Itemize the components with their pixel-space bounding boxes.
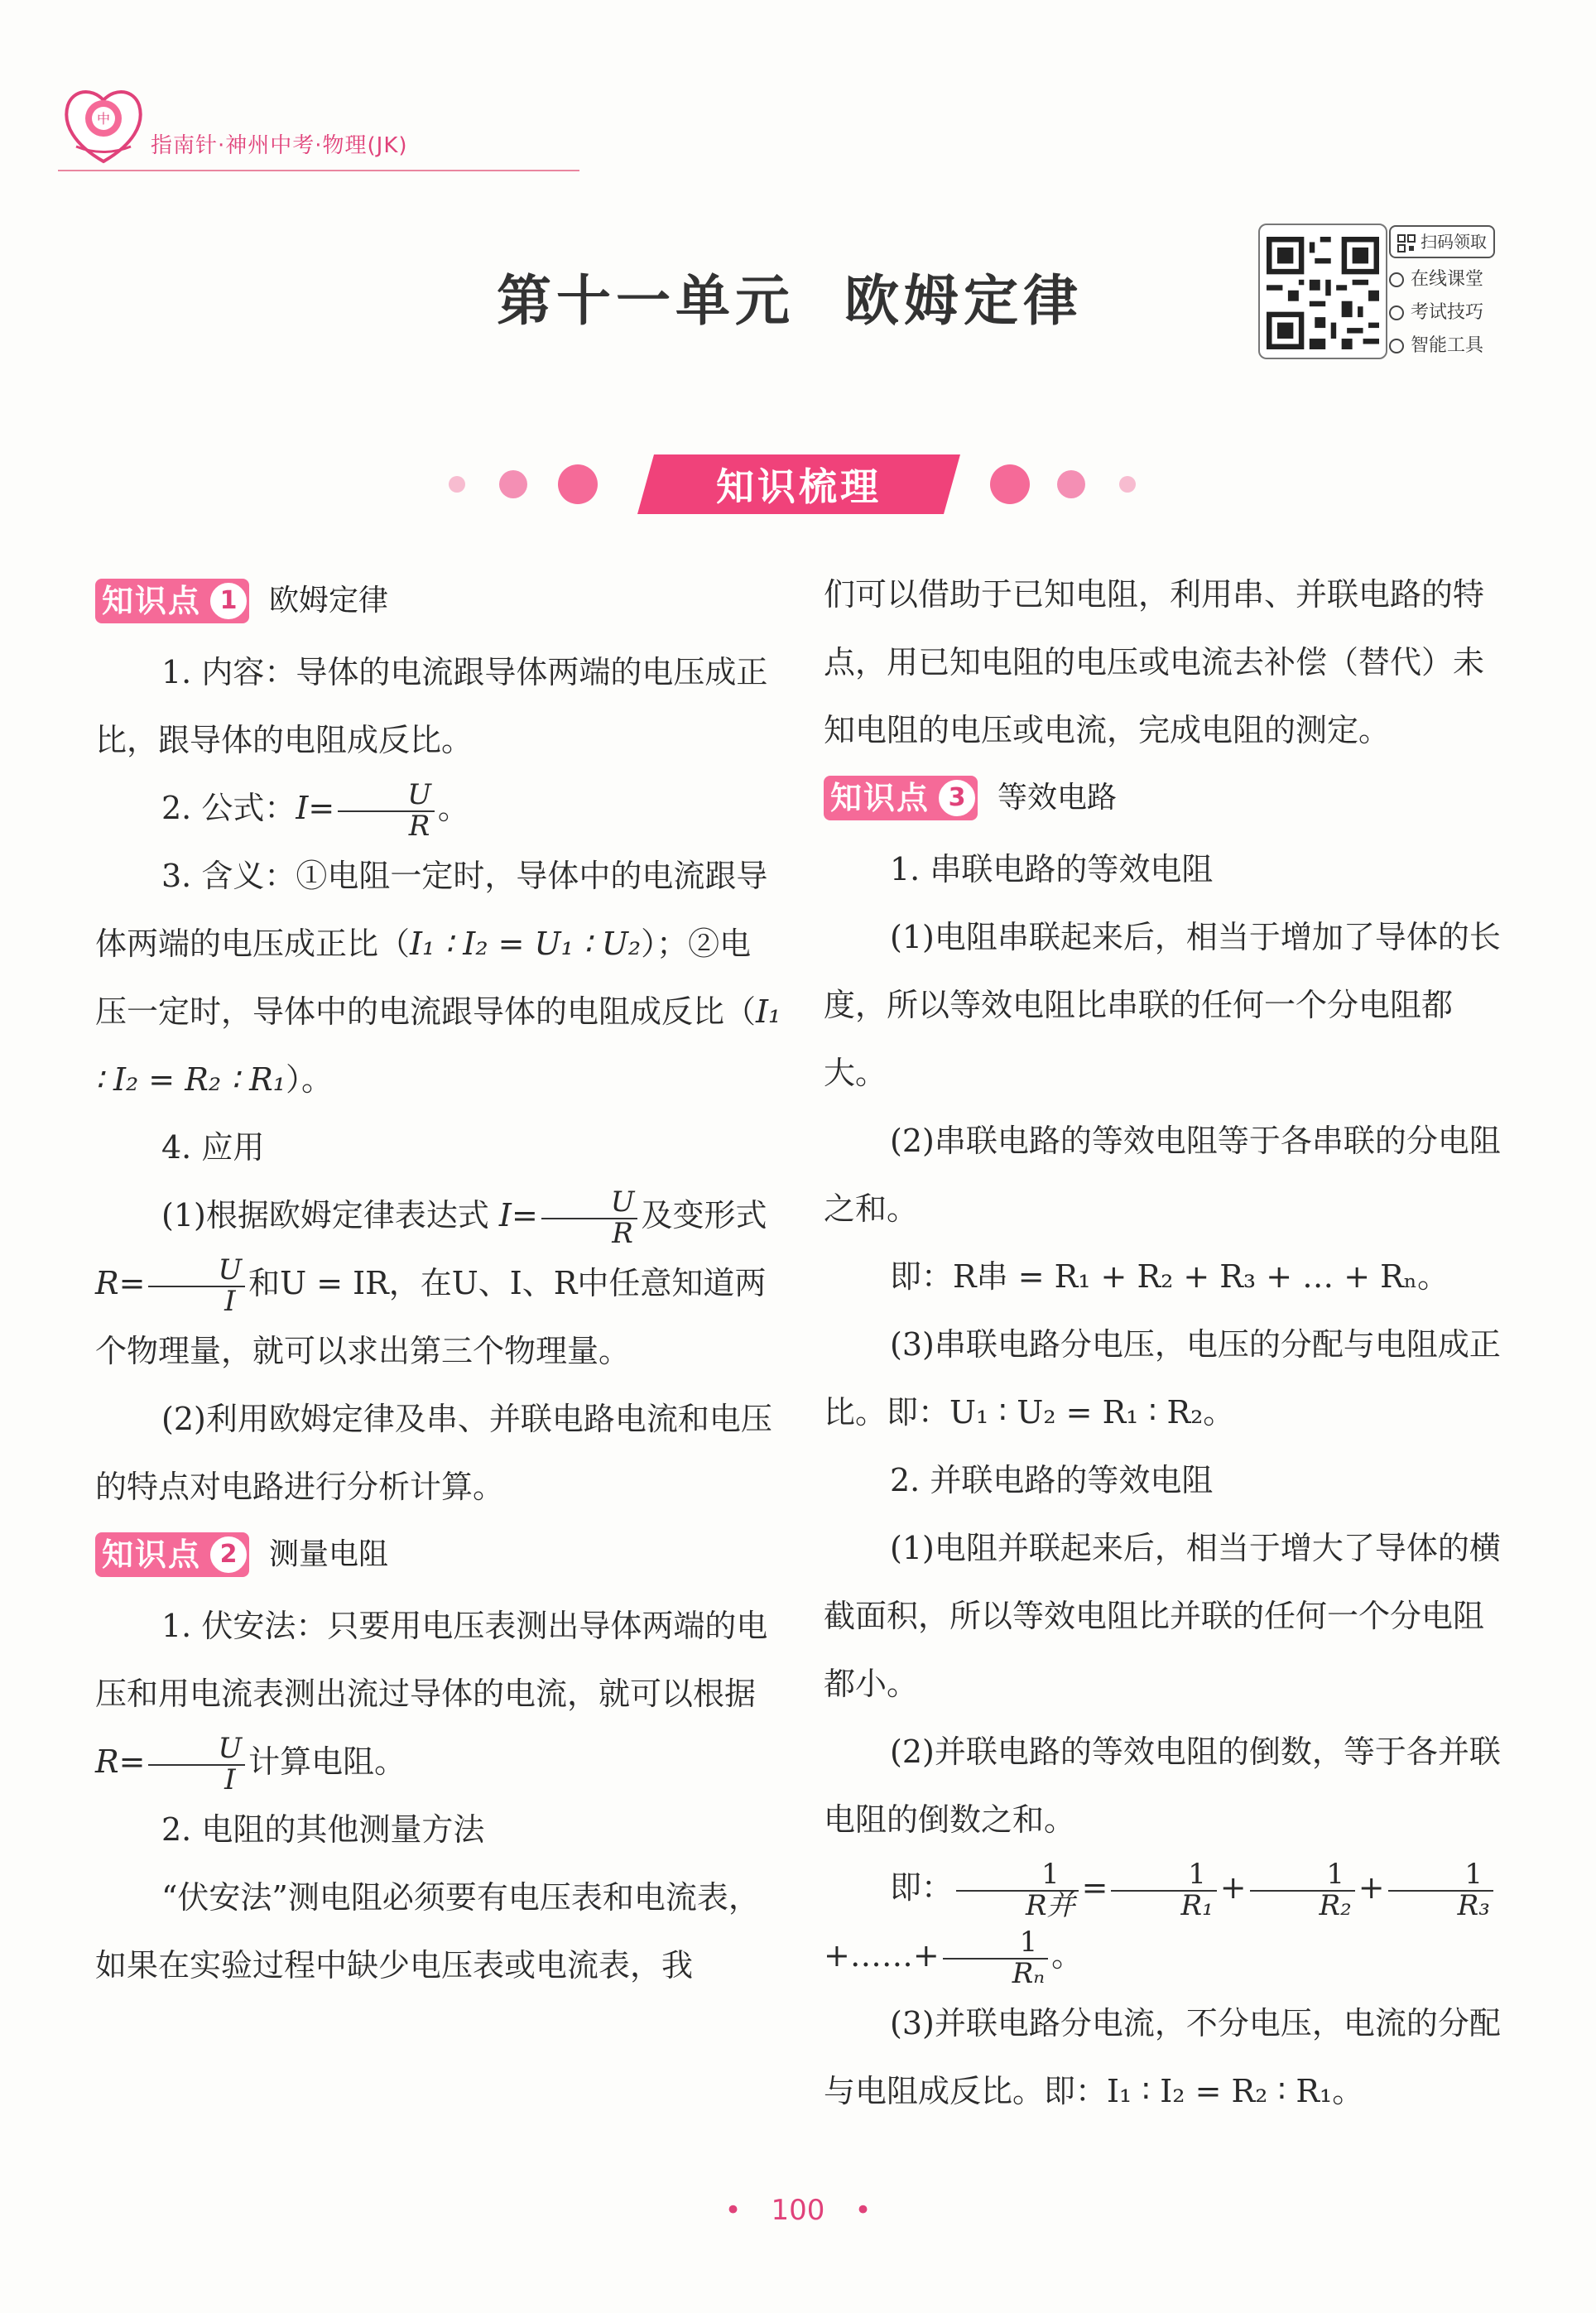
application-heading: 4. 应用	[161, 1129, 265, 1166]
ohm-law-formula: 2. 公式：I= $\frac{U}{R}$ 。	[161, 777, 469, 843]
voltammetry-method: 1. 伏安法：只要用电压表测出导体两端的电压和用电流表测出流过导体的电流，就可以根据 R= $\frac{U}{I}$ 计算电阻。	[95, 1608, 768, 1796]
qr-feature-item: 智能工具	[1389, 329, 1483, 363]
knowledge-point-3-heading	[824, 771, 1511, 825]
unit-title	[497, 257, 1083, 335]
series-point-2: (2)串联电路的等效电阻等于各串联的分电阻之和。	[824, 1123, 1501, 1227]
knowledge-point-tag: 知识点 2	[95, 1532, 249, 1577]
left-column	[95, 567, 782, 1999]
application-1: (1)根据欧姆定律表达式 I= $\frac{U}{R}$ 及变形式 R= $\frac{U}{I}$ 和U = IR，在U、I、R中任意知道两个物理量，就可以求出第三个物理量。	[95, 1185, 767, 1369]
parallel-equation: 即： $\frac{1}{\text{R并}}$ = $\frac{1}{\text{R₁}}$ + $\frac{1}{\text{R₂}}$ + $\frac{1}{\text{R₃}}$ +……+ $\frac{1}{\text{Rₙ}}$ 。	[824, 1854, 1511, 1989]
brand-logo-icon	[58, 79, 149, 170]
other-methods-heading: 2. 电阻的其他测量方法	[161, 1811, 485, 1848]
section-title: 知识梳理	[716, 464, 882, 509]
other-methods-text: “伏安法”测电阻必须要有电压表和电流表，如果在实验过程中缺少电压表或电流表，我	[95, 1879, 760, 1984]
other-methods-continued: 们可以借助于已知电阻，利用串、并联电路的特点，用已知电阻的电压或电流去补偿（替代）未知电阻的电压或电流，完成电阻的测定。	[824, 576, 1485, 748]
scan-tag	[1389, 225, 1495, 258]
knowledge-point-title: 等效电路	[997, 781, 1118, 815]
circle-bullet-icon	[1389, 339, 1404, 353]
svg-text:中: 中	[96, 111, 111, 127]
page-header	[58, 79, 579, 178]
series-equation: 即：R串 = R₁ + R₂ + R₃ + … + Rₙ。	[890, 1258, 1449, 1295]
header-divider	[58, 170, 579, 171]
dot-icon: •	[724, 2194, 742, 2227]
series-point-1: (1)电阻串联起来后，相当于增加了导体的长度，所以等效电阻比串联的任何一个分电阻都大。	[824, 919, 1501, 1091]
knowledge-point-tag: 知识点 1	[95, 579, 249, 623]
knowledge-point-title: 欧姆定律	[269, 584, 389, 618]
parallel-point-2: (2)并联电路的等效电阻的倒数，等于各并联电阻的倒数之和。	[824, 1734, 1501, 1838]
qr-code-icon	[1267, 237, 1379, 349]
qr-code[interactable]	[1258, 224, 1387, 359]
application-2: (2)利用欧姆定律及串、并联电路电流和电压的特点对电路进行分析计算。	[95, 1401, 772, 1505]
parallel-point-3: (3)并联电路分电流，不分电压，电流的分配与电阻成反比。即：I₁ ∶ I₂ = R₂ ∶ R₁。	[824, 2005, 1501, 2109]
circle-bullet-icon	[1389, 272, 1404, 287]
series-point-3: (3)串联电路分电压，电压的分配与电阻成正比。即：U₁ ∶ U₂ = R₁ ∶ R₂。	[824, 1326, 1501, 1431]
ohm-law-content: 1. 内容：导体的电流跟导体两端的电压成正比，跟导体的电阻成反比。	[95, 654, 768, 758]
scan-icon	[1397, 234, 1416, 252]
qr-feature-item: 考试技巧	[1389, 296, 1483, 329]
dot-icon: •	[854, 2194, 872, 2227]
knowledge-point-title: 测量电阻	[269, 1537, 389, 1571]
unit-number: 第十一单元	[497, 269, 795, 333]
knowledge-point-tag: 知识点 3	[824, 776, 978, 820]
unit-topic: 欧姆定律	[844, 269, 1083, 333]
knowledge-point-1-heading	[95, 574, 782, 628]
scan-tag-label: 扫码领取	[1421, 232, 1487, 252]
series-heading: 1. 串联电路的等效电阻	[890, 851, 1214, 887]
parallel-heading: 2. 并联电路的等效电阻	[890, 1462, 1214, 1498]
ohm-law-meaning: 3. 含义：①电阻一定时，导体中的电流跟导体两端的电压成正比（I₁ ∶ I₂ = U₁ ∶ U₂）；②电压一定时，导体中的电流跟导体的电阻成反比（I₁ ∶ I₂ = R₂ ∶ R₁）。	[95, 858, 781, 1098]
right-column	[824, 560, 1511, 2125]
parallel-point-1: (1)电阻并联起来后，相当于增大了导体的横截面积，所以等效电阻比并联的任何一个分电阻都小。	[824, 1530, 1501, 1702]
qr-feature-list	[1389, 263, 1483, 363]
qr-feature-item: 在线课堂	[1389, 263, 1483, 296]
circle-bullet-icon	[1389, 305, 1404, 320]
series-title: 指南针·神州中考·物理(JK)	[151, 133, 408, 158]
page-number: • 100 •	[724, 2194, 872, 2227]
knowledge-point-2-heading	[95, 1527, 782, 1582]
